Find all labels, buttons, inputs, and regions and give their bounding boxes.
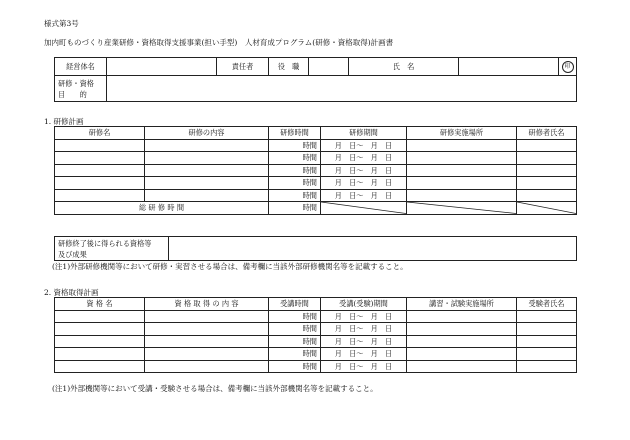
- responsible-label: 責任者: [217, 58, 269, 76]
- purpose-label-line1: 研修・資格: [58, 78, 94, 88]
- table-row: [55, 310, 577, 323]
- qualification-header-row: [55, 298, 577, 311]
- outcome-label-line2: 及び成果: [58, 249, 87, 259]
- trainee-name-cell[interactable]: [517, 177, 577, 190]
- trainee-name-cell[interactable]: [517, 189, 577, 202]
- section1-heading: 1. 研修計画: [44, 117, 84, 126]
- training-hours-cell[interactable]: 時間: [269, 139, 321, 152]
- col-header: 受講時間: [269, 298, 321, 311]
- training-place-cell[interactable]: [407, 164, 517, 177]
- section1-note: (注1)外部研修機関等において研修・実習させる場合は、備考欄に当該外部研修機関名等を記載すること。: [52, 262, 408, 271]
- qualification-name-cell[interactable]: [55, 348, 145, 361]
- training-header-row: [55, 127, 577, 140]
- training-hours-cell[interactable]: 時間: [269, 177, 321, 190]
- training-period-cell[interactable]: 月 日〜 月 日: [321, 139, 407, 152]
- col-header: 研修者氏名: [517, 127, 577, 140]
- training-place-cell[interactable]: [407, 177, 517, 190]
- col-header: 受験者氏名: [517, 298, 577, 311]
- qualification-table: [54, 297, 577, 373]
- position-field[interactable]: [309, 58, 349, 76]
- course-period-cell[interactable]: 月 日〜 月 日: [321, 323, 407, 336]
- total-hours-cell[interactable]: 時間: [269, 202, 321, 215]
- trainee-name-cell[interactable]: [517, 152, 577, 165]
- table-row: [55, 335, 577, 348]
- course-hours-cell[interactable]: 時間: [269, 310, 321, 323]
- purpose-label-line2: 目 的: [58, 89, 87, 99]
- seal-mark: 印: [562, 61, 574, 73]
- col-header: 研修名: [55, 127, 145, 140]
- training-content-cell[interactable]: [145, 152, 269, 165]
- position-label: 役 職: [269, 58, 309, 76]
- training-hours-cell[interactable]: 時間: [269, 189, 321, 202]
- table-row: [55, 164, 577, 177]
- qualification-content-cell[interactable]: [145, 335, 269, 348]
- col-header: 研修期間: [321, 127, 407, 140]
- diagonal-line: [407, 202, 516, 214]
- company-label: 経営体名: [55, 58, 107, 76]
- training-hours-cell[interactable]: 時間: [269, 152, 321, 165]
- training-content-cell[interactable]: [145, 177, 269, 190]
- col-header: 研修実施場所: [407, 127, 517, 140]
- training-table: [54, 126, 577, 215]
- training-place-cell[interactable]: [407, 189, 517, 202]
- section2-heading: 2. 資格取得計画: [44, 288, 99, 297]
- qualification-name-cell[interactable]: [55, 323, 145, 336]
- qualification-name-cell[interactable]: [55, 310, 145, 323]
- trainee-name-cell[interactable]: [517, 139, 577, 152]
- outcome-label: [55, 237, 169, 261]
- training-period-cell[interactable]: 月 日〜 月 日: [321, 189, 407, 202]
- table-row: [55, 139, 577, 152]
- course-period-cell[interactable]: 月 日〜 月 日: [321, 335, 407, 348]
- purpose-label: [55, 76, 107, 102]
- diagonal-line: [321, 202, 406, 214]
- training-content-cell[interactable]: [145, 139, 269, 152]
- outcome-table: [54, 236, 577, 261]
- diagonal-cell: [321, 202, 407, 215]
- examinee-name-cell[interactable]: [517, 323, 577, 336]
- seal-cell: [559, 58, 577, 76]
- qualification-content-cell[interactable]: [145, 323, 269, 336]
- name-field[interactable]: [459, 58, 559, 76]
- qualification-content-cell[interactable]: [145, 348, 269, 361]
- form-title: 加内町ものづくり産業研修・資格取得支援事業(担い手型) 人材育成プログラム(研修・資格取得)計画書: [44, 38, 394, 47]
- training-name-cell[interactable]: [55, 177, 145, 190]
- examinee-name-cell[interactable]: [517, 335, 577, 348]
- table-row: [55, 348, 577, 361]
- diagonal-cell: [407, 202, 517, 215]
- training-name-cell[interactable]: [55, 164, 145, 177]
- training-period-cell[interactable]: 月 日〜 月 日: [321, 164, 407, 177]
- name-label: 氏 名: [349, 58, 459, 76]
- qualification-content-cell[interactable]: [145, 360, 269, 373]
- training-content-cell[interactable]: [145, 189, 269, 202]
- diagonal-cell: [517, 202, 577, 215]
- examinee-name-cell[interactable]: [517, 360, 577, 373]
- course-hours-cell[interactable]: 時間: [269, 360, 321, 373]
- exam-place-cell[interactable]: [407, 360, 517, 373]
- training-hours-cell[interactable]: 時間: [269, 164, 321, 177]
- training-place-cell[interactable]: [407, 152, 517, 165]
- training-period-cell[interactable]: 月 日〜 月 日: [321, 152, 407, 165]
- qualification-name-cell[interactable]: [55, 360, 145, 373]
- form-number: 様式第3号: [44, 19, 79, 28]
- exam-place-cell[interactable]: [407, 348, 517, 361]
- table-row: [55, 360, 577, 373]
- course-hours-cell[interactable]: 時間: [269, 323, 321, 336]
- training-name-cell[interactable]: [55, 152, 145, 165]
- training-place-cell[interactable]: [407, 139, 517, 152]
- course-period-cell[interactable]: 月 日〜 月 日: [321, 360, 407, 373]
- outcome-field[interactable]: [169, 237, 577, 261]
- course-hours-cell[interactable]: 時間: [269, 335, 321, 348]
- exam-place-cell[interactable]: [407, 335, 517, 348]
- table-row: [55, 152, 577, 165]
- exam-place-cell[interactable]: [407, 323, 517, 336]
- total-hours-label: 総 研 修 時 間: [55, 202, 269, 215]
- training-content-cell[interactable]: [145, 164, 269, 177]
- table-row: [55, 323, 577, 336]
- qualification-name-cell[interactable]: [55, 335, 145, 348]
- course-hours-cell[interactable]: 時間: [269, 348, 321, 361]
- diagonal-line: [517, 202, 576, 214]
- course-period-cell[interactable]: 月 日〜 月 日: [321, 348, 407, 361]
- col-header: 研修時間: [269, 127, 321, 140]
- col-header: 研修の内容: [145, 127, 269, 140]
- col-header: 講習・試験実施場所: [407, 298, 517, 311]
- section2-note: (注1)外部機関等において受講・受験させる場合は、備考欄に当該外部機関名等を記載すること。: [52, 384, 378, 393]
- training-name-cell[interactable]: [55, 189, 145, 202]
- total-row: [55, 202, 577, 215]
- trainee-name-cell[interactable]: [517, 164, 577, 177]
- table-row: [55, 177, 577, 190]
- header-table: [54, 57, 577, 102]
- col-header: 資 格 名: [55, 298, 145, 311]
- col-header: 受講(受験)期間: [321, 298, 407, 311]
- purpose-field[interactable]: [107, 76, 577, 102]
- examinee-name-cell[interactable]: [517, 348, 577, 361]
- exam-place-cell[interactable]: [407, 310, 517, 323]
- company-field[interactable]: [107, 58, 217, 76]
- qualification-content-cell[interactable]: [145, 310, 269, 323]
- table-row: [55, 189, 577, 202]
- col-header: 資 格 取 得 の 内 容: [145, 298, 269, 311]
- training-period-cell[interactable]: 月 日〜 月 日: [321, 177, 407, 190]
- examinee-name-cell[interactable]: [517, 310, 577, 323]
- course-period-cell[interactable]: 月 日〜 月 日: [321, 310, 407, 323]
- outcome-label-line1: 研修終了後に得られる資格等: [58, 238, 152, 248]
- training-name-cell[interactable]: [55, 139, 145, 152]
